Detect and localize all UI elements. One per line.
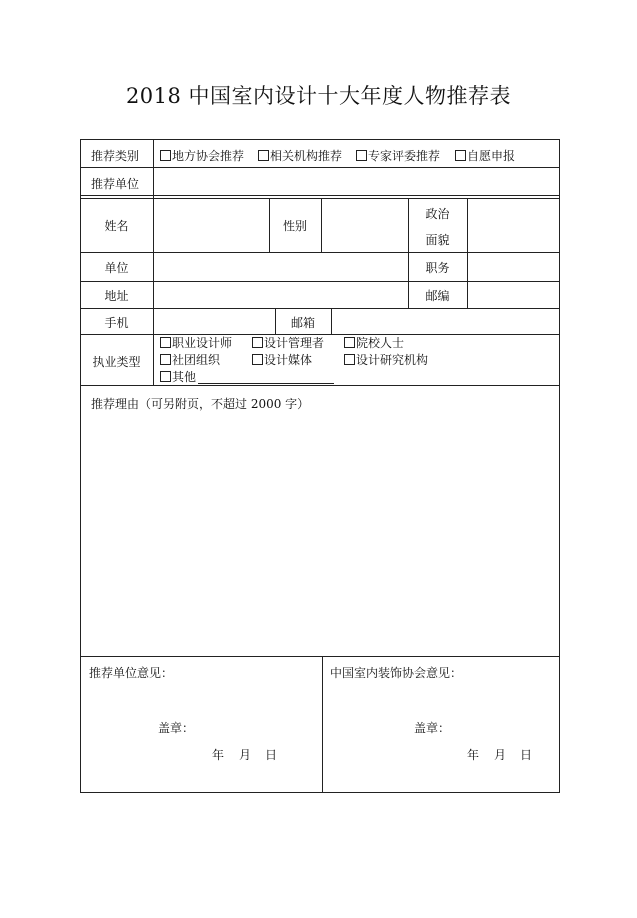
practice-option-other[interactable]: 其他: [160, 370, 196, 384]
unit-label: 单位: [104, 261, 129, 275]
politics-label-line1: 政治: [425, 207, 450, 221]
seal-label-left: 盖章：: [158, 721, 195, 735]
association-opinion-label: 中国室内装饰协会意见：: [330, 666, 463, 680]
seal-label-right: 盖章：: [414, 721, 451, 735]
recommender-field[interactable]: [155, 169, 557, 194]
checkbox-icon: [258, 150, 269, 161]
checkbox-icon: [160, 337, 171, 348]
checkbox-icon: [252, 354, 263, 365]
position-field[interactable]: [469, 254, 557, 279]
practice-option-design-research[interactable]: 设计研究机构: [344, 353, 428, 367]
category-option-self-application[interactable]: 自愿申报: [455, 149, 515, 163]
name-label: 姓名: [104, 219, 129, 233]
practice-option-design-media[interactable]: 设计媒体: [252, 353, 312, 367]
address-field[interactable]: [155, 283, 406, 306]
recommender-opinion-label: 推荐单位意见：: [89, 666, 174, 680]
checkbox-icon: [160, 354, 171, 365]
address-label: 地址: [104, 289, 129, 303]
name-field[interactable]: [155, 200, 267, 250]
date-month-right: 月: [494, 748, 507, 762]
recommender-label: 推荐单位: [91, 177, 140, 191]
reason-field[interactable]: [82, 414, 557, 654]
other-fill-line[interactable]: [198, 383, 334, 384]
practice-option-academic[interactable]: 院校人士: [344, 336, 404, 350]
practice-option-association[interactable]: 社团组织: [160, 353, 220, 367]
checkbox-icon: [356, 150, 367, 161]
email-label: 邮箱: [290, 316, 315, 330]
practice-option-design-manager[interactable]: 设计管理者: [252, 336, 324, 350]
date-year-right: 年: [467, 748, 480, 762]
politics-field[interactable]: [469, 200, 557, 250]
date-day-right: 日: [520, 748, 533, 762]
politics-label-line2: 面貌: [425, 233, 450, 247]
unit-field[interactable]: [155, 254, 406, 279]
gender-label: 性别: [282, 219, 307, 233]
reason-label: 推荐理由（可另附页，不超过 2000 字）: [91, 397, 310, 411]
page-title: 2018 中国室内设计十大年度人物推荐表: [125, 84, 512, 108]
date-day-left: 日: [265, 748, 278, 762]
email-field[interactable]: [333, 310, 557, 332]
position-label: 职务: [425, 261, 450, 275]
checkbox-icon: [160, 150, 171, 161]
category-label: 推荐类别: [91, 149, 140, 163]
checkbox-icon: [344, 337, 355, 348]
category-option-local-association[interactable]: 地方协会推荐: [160, 149, 244, 163]
gender-field[interactable]: [323, 200, 406, 250]
date-month-left: 月: [239, 748, 252, 762]
checkbox-icon: [252, 337, 263, 348]
checkbox-icon: [344, 354, 355, 365]
checkbox-icon: [160, 371, 171, 382]
category-option-related-institution[interactable]: 相关机构推荐: [258, 149, 342, 163]
date-year-left: 年: [212, 748, 225, 762]
mobile-field[interactable]: [155, 310, 273, 332]
practice-option-professional-designer[interactable]: 职业设计师: [160, 336, 232, 350]
postcode-field[interactable]: [469, 283, 557, 306]
practice-label: 执业类型: [92, 355, 141, 369]
checkbox-icon: [455, 150, 466, 161]
category-option-expert-judge[interactable]: 专家评委推荐: [356, 149, 440, 163]
mobile-label: 手机: [104, 316, 129, 330]
postcode-label: 邮编: [425, 289, 450, 303]
